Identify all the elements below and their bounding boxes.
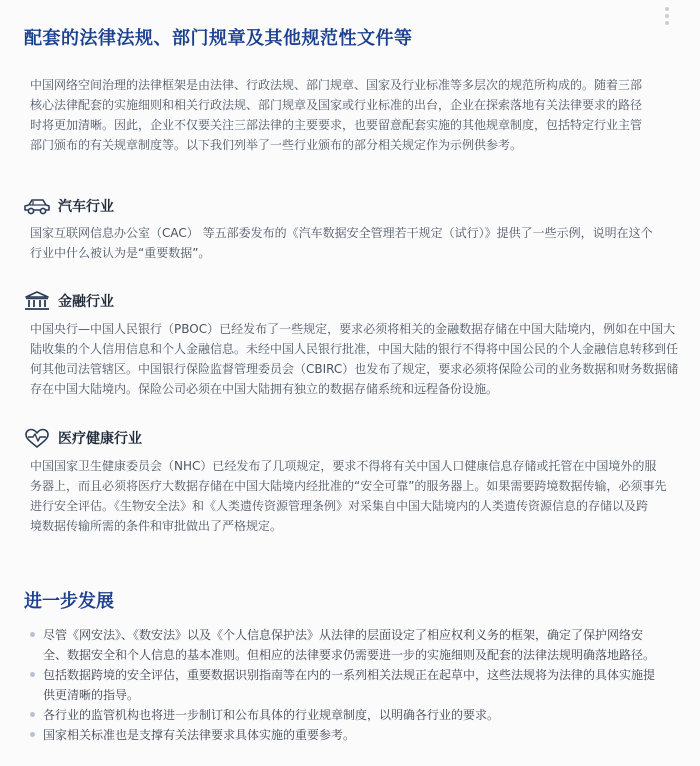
intro-line: 中国网络空间治理的法律框架是由法律、行政法规、部门规章、国家及行业标准等多层次的规范所构成的。随着三部 [30,78,643,92]
finance-line: 何其他司法管辖区。中国银行保险监督管理委员会（CBIRC）也发布了规定，要求必须将保险公司的业务数据和财务数据储 [30,362,679,376]
automotive-header [22,195,114,217]
healthcare-paragraph [30,456,670,536]
automotive-title: 汽车行业 [58,199,114,215]
automotive-line: 国家互联网信息办公室（CAC） 等五部委发布的《汽车数据安全管理若干规定（试行）》提供了一些示例，说明在这个 [30,226,653,240]
automotive-paragraph [30,223,680,263]
finance-header [22,290,114,312]
bullet-line: 包括数据跨境的安全评估，重要数据识别指南等在内的一系列相关法规正在起草中，这些法规将为法律的具体实施提 [43,668,656,682]
finance-title: 金融行业 [58,294,114,310]
list-item [30,665,680,705]
healthcare-line: 进行安全评估。《生物安全法》和《人类遗传资源管理条例》对采集自中国大陆境内的人类遗传资源信息的存储以及跨 [30,499,649,513]
section-heading: 配套的法律法规、部门规章及其他规范性文件等 [24,28,413,49]
healthcare-title: 医疗健康行业 [58,431,142,447]
list-item [30,625,680,665]
healthcare-line: 中国国家卫生健康委员会（NHC）已经发布了几项规定，要求不得将有关中国人口健康信息存储或托管在中国境外的服 [30,459,657,473]
page-corner-dots [662,4,672,28]
intro-line: 核心法律配套的实施细则和相关行政法规、部门规章及国家或行业标准的出台，企业在探索落地有关法律要求的路径 [30,98,643,112]
healthcare-line: 务器上，而且必须将医疗大数据存储在中国大陆境内经批准的“安全可靠”的服务器上。如果需要跨境数据传输，必须事先 [30,479,667,493]
bullet-line: 尽管《网安法》、《数安法》以及《个人信息保护法》从法律的层面设定了相应权利义务的框架，确定了保护网络安 [43,628,644,642]
heart-pulse-icon [22,427,52,449]
finance-line: 中国央行—中国人民银行（PBOC）已经发布了一些规定，要求必须将相关的金融数据存储在中国大陆境内，例如在中国大 [30,322,676,336]
list-item [30,725,680,745]
finance-paragraph [30,319,679,399]
bullet-line: 全、数据安全和个人信息的基本准则。但相应的法律要求仍需要进一步的实施细则及配套的法律法规明确落地路径。 [43,648,656,662]
bullet-dot-icon [30,732,35,737]
bullet-line: 国家相关标准也是支撑有关法律要求具体实施的重要参考。 [43,728,356,742]
further-bullet-list [30,625,680,745]
bullet-line: 各行业的监管机构也将进一步制订和公布具体的行业规章制度，以明确各行业的要求。 [43,708,500,722]
bullet-dot-icon [30,632,35,637]
bullet-dot-icon [30,672,35,677]
healthcare-line: 境数据传输所需的条件和审批做出了严格规定。 [30,519,283,533]
finance-line: 陆收集的个人信用信息和个人金融信息。未经中国人民银行批准，中国大陆的银行不得将中国公民的个人金融信息转移到任 [30,342,679,356]
intro-line: 部门颁布的有关规章制度等。以下我们列举了一些行业颁布的部分相关规定作为示例供参考。 [30,138,523,152]
bank-icon [22,290,52,312]
intro-line: 时将更加清晰。因此，企业不仅要关注三部法律的主要要求，也要留意配套实施的其他规章制度，包括特定行业主管 [30,118,643,132]
finance-line: 存在中国大陆境内。保险公司必须在中国大陆拥有独立的数据存储系统和远程备份设施。 [30,382,499,396]
car-icon [22,195,52,217]
bullet-dot-icon [30,712,35,717]
intro-paragraph [30,75,670,155]
further-heading: 进一步发展 [24,591,114,612]
list-item [30,705,680,725]
healthcare-header [22,427,142,449]
bullet-line: 供更清晰的指导。 [43,688,140,702]
automotive-line: 行业中什么被认为是“重要数据”。 [30,246,211,260]
